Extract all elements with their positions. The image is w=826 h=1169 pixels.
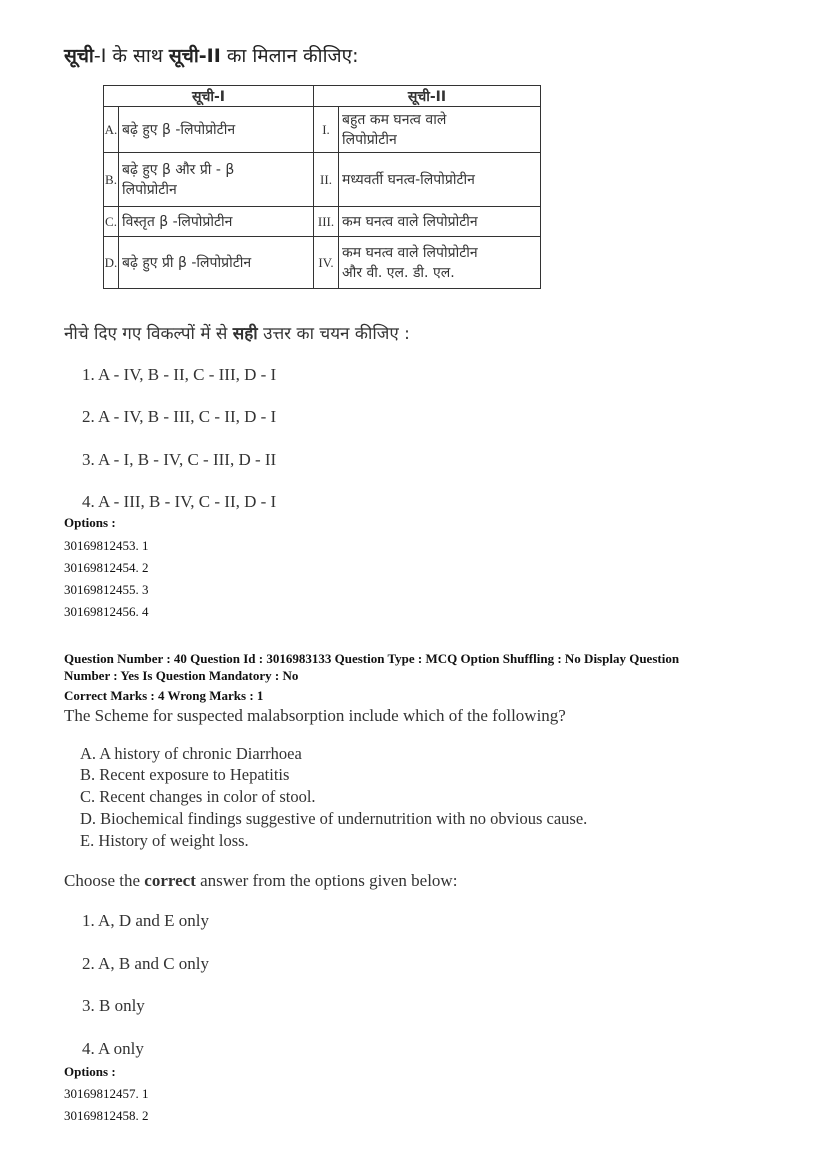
row-label: B. [104, 153, 119, 207]
row-label: D. [104, 237, 119, 289]
list-1-item: बढ़े हुए प्री β -लिपोप्रोटीन [119, 237, 314, 289]
option-id: 30169812458. 2 [64, 1108, 149, 1123]
answer-choice: 1. A - IV, B - II, C - III, D - I [82, 365, 277, 384]
answer-choice: 1. A, D and E only [82, 911, 210, 930]
match-instruction-hindi: सूची-I के साथ सूची-II का मिलान कीजिए: [64, 45, 359, 67]
row-label: C. [104, 207, 119, 237]
list-1-item: विस्तृत β -लिपोप्रोटीन [119, 207, 314, 237]
list-1-header: सूची-I [104, 86, 314, 107]
options-label: Options : [64, 1064, 116, 1079]
statement: C. Recent changes in color of stool. [80, 787, 316, 806]
list-2-item: मध्यवर्ती घनत्व-लिपोप्रोटीन [339, 153, 541, 207]
row-roman: IV. [314, 237, 339, 289]
answer-choice: 3. A - I, B - IV, C - III, D - II [82, 450, 277, 469]
choose-instruction-hindi: नीचे दिए गए विकल्पों में से सही उत्तर का चयन कीजिए : [64, 324, 410, 344]
list-2-header: सूची-II [314, 86, 541, 107]
options-label: Options : [64, 515, 116, 530]
list-2-item: कम घनत्व वाले लिपोप्रोटीन [339, 207, 541, 237]
table-row [104, 237, 541, 289]
statement: B. Recent exposure to Hepatitis [80, 765, 290, 784]
question-meta: Question Number : 40 Question Id : 3016983133 Question Type : MCQ Option Shuffling : No Display Question [64, 651, 680, 666]
answer-choice: 4. A - III, B - IV, C - II, D - I [82, 492, 277, 511]
option-id: 30169812455. 3 [64, 582, 149, 597]
option-id: 30169812454. 2 [64, 560, 149, 575]
table-row [104, 107, 541, 153]
table-row [104, 207, 541, 237]
list-1-item: बढ़े हुए β और प्री - β लिपोप्रोटीन [119, 153, 314, 207]
question-text: The Scheme for suspected malabsorption include which of the following? [64, 706, 566, 725]
question-meta-continued: Number : Yes Is Question Mandatory : No [64, 668, 299, 683]
row-roman: I. [314, 107, 339, 153]
option-id: 30169812457. 1 [64, 1086, 149, 1101]
statement: A. A history of chronic Diarrhoea [80, 744, 302, 763]
statement: E. History of weight loss. [80, 831, 249, 850]
option-id: 30169812456. 4 [64, 604, 149, 619]
choose-instruction: Choose the correct answer from the options given below: [64, 871, 458, 890]
list-1-item: बढ़े हुए β -लिपोप्रोटीन [119, 107, 314, 153]
option-id: 30169812453. 1 [64, 538, 149, 553]
table-row [104, 153, 541, 207]
answer-choice: 4. A only [82, 1039, 144, 1058]
row-roman: III. [314, 207, 339, 237]
answer-choice: 2. A, B and C only [82, 954, 210, 973]
answer-choice: 3. B only [82, 996, 145, 1015]
answer-choice: 2. A - IV, B - III, C - II, D - I [82, 407, 277, 426]
list-2-item: कम घनत्व वाले लिपोप्रोटीन और वी. एल. डी. एल. [339, 237, 541, 289]
match-table [103, 85, 541, 289]
statement: D. Biochemical findings suggestive of undernutrition with no obvious cause. [80, 809, 588, 828]
row-label: A. [104, 107, 119, 153]
marks-info: Correct Marks : 4 Wrong Marks : 1 [64, 688, 264, 703]
row-roman: II. [314, 153, 339, 207]
list-2-item: बहुत कम घनत्व वाले लिपोप्रोटीन [339, 107, 541, 153]
table-header-row [104, 86, 541, 107]
